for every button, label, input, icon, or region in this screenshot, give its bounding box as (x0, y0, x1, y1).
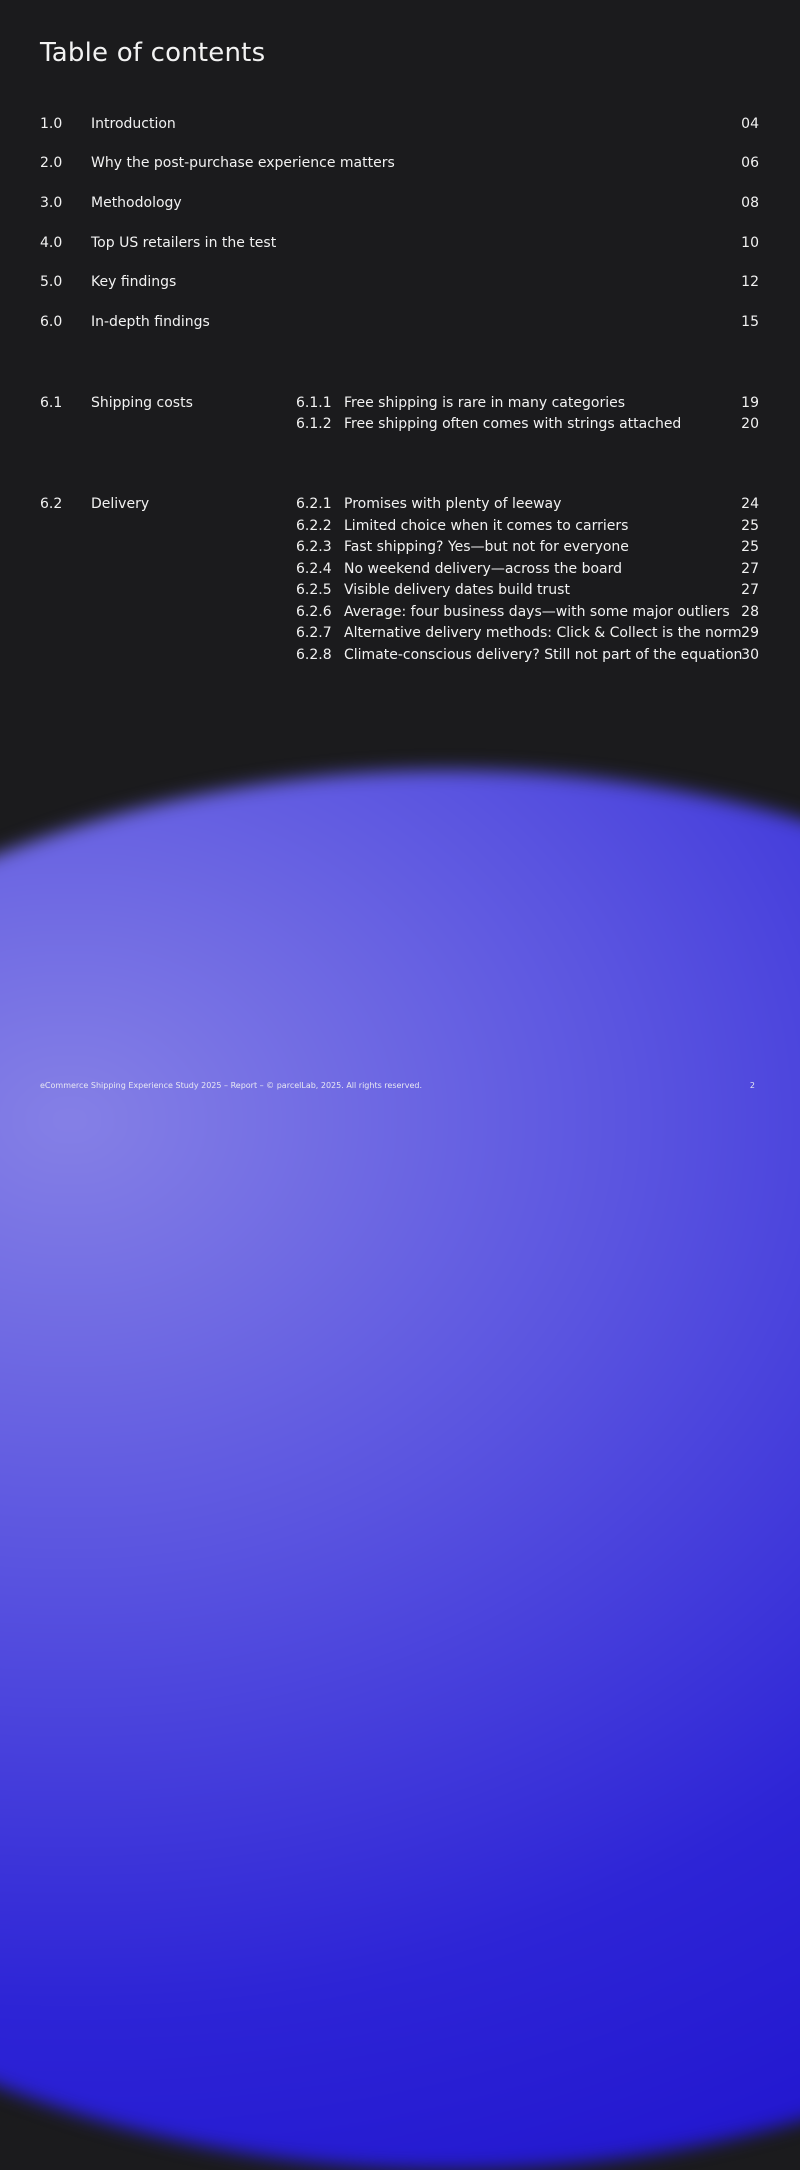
toc-subentry-page: 29 (741, 625, 759, 641)
toc-subentry-page: 24 (741, 496, 759, 512)
toc-entry-label: In-depth findings (91, 314, 210, 330)
toc-entry-label: Why the post-purchase experience matters (91, 155, 395, 171)
toc-subentry-number: 6.2.4 (296, 560, 332, 577)
toc-entry[interactable] (40, 155, 760, 177)
toc-entry-page: 08 (741, 195, 759, 211)
toc-subentry-number: 6.2.3 (296, 539, 332, 555)
toc-entry-number: 3.0 (40, 195, 63, 211)
toc-subentry-label: Promises with plenty of leeway (344, 496, 562, 512)
toc-section-shipping-costs (40, 395, 760, 445)
toc-subentry-label: Limited choice when it comes to carriers (344, 517, 629, 534)
toc-entry[interactable] (40, 235, 760, 257)
toc-subentry-label: Fast shipping? Yes—but not for everyone (344, 539, 629, 555)
toc-subentry-label: Alternative delivery methods: Click & Collect is the norm (344, 625, 742, 641)
toc-subentry[interactable] (296, 604, 760, 625)
toc-section-number: 6.2 (40, 496, 63, 512)
toc-entry-page: 10 (741, 235, 759, 251)
toc-entry-label: Key findings (91, 274, 177, 290)
toc-subentry[interactable] (296, 582, 760, 603)
toc-section-number: 6.1 (40, 395, 63, 411)
toc-subentry-page: 20 (741, 416, 759, 432)
toc-subentry-page: 28 (741, 603, 759, 620)
toc-subentry-page: 19 (741, 395, 759, 411)
toc-subentry-number: 6.2.2 (296, 517, 332, 534)
toc-subentry-label: Free shipping often comes with strings attached (344, 416, 682, 432)
toc-entry-number: 1.0 (40, 116, 63, 132)
toc-entry-label: Introduction (91, 116, 176, 132)
toc-subentry-label: Visible delivery dates build trust (344, 582, 570, 598)
toc-subentry-page: 25 (741, 517, 759, 534)
footer-page-number: 2 (749, 1081, 755, 1090)
toc-entry[interactable] (40, 314, 760, 336)
page-title: Table of contents (40, 38, 266, 68)
toc-subentry-number: 6.1.2 (296, 416, 332, 432)
toc-subentry[interactable] (296, 561, 760, 582)
toc-entry-number: 2.0 (40, 155, 63, 171)
toc-section-delivery (40, 496, 760, 676)
toc-entry-label: Top US retailers in the test (91, 235, 277, 251)
toc-entry-page: 12 (741, 274, 759, 290)
toc-subentry[interactable] (296, 496, 760, 517)
toc-section-label[interactable]: Shipping costs (91, 395, 193, 411)
toc-subentry-number: 6.2.6 (296, 603, 332, 620)
toc-entry-number: 4.0 (40, 235, 63, 251)
toc-subentry-page: 25 (741, 539, 759, 555)
toc-subentry-label: No weekend delivery—across the board (344, 560, 622, 577)
toc-entry[interactable] (40, 116, 760, 138)
toc-subentry-page: 27 (741, 582, 759, 598)
toc-subentry-number: 6.2.8 (296, 646, 332, 663)
toc-entry-label: Methodology (91, 195, 182, 211)
toc-subentry[interactable] (296, 625, 760, 646)
toc-subentry-number: 6.2.7 (296, 625, 332, 641)
toc-subentry[interactable] (296, 647, 760, 668)
footer-text: eCommerce Shipping Experience Study 2025 – Report – © parcelLab, 2025. All rights reserved. (40, 1081, 422, 1090)
toc-subentry-page: 30 (741, 646, 759, 663)
toc-section-label[interactable]: Delivery (91, 496, 150, 512)
toc-entry-page: 06 (741, 155, 759, 171)
toc-entry-page: 04 (741, 116, 759, 132)
toc-subentry-label: Climate-conscious delivery? Still not part of the equation (344, 646, 743, 663)
toc-subentry[interactable] (296, 395, 760, 416)
toc-entry-page: 15 (741, 314, 759, 330)
toc-entry-number: 5.0 (40, 274, 63, 290)
toc-subentry[interactable] (296, 518, 760, 539)
toc-subentry-label: Free shipping is rare in many categories (344, 395, 625, 411)
toc-entry[interactable] (40, 195, 760, 217)
toc-subentry-number: 6.1.1 (296, 395, 332, 411)
toc-subentry-page: 27 (741, 560, 759, 577)
toc-subentry-label: Average: four business days—with some major outliers (344, 603, 730, 620)
toc-subentry-number: 6.2.5 (296, 582, 332, 598)
toc-entry-number: 6.0 (40, 314, 63, 330)
toc-subentry[interactable] (296, 416, 760, 437)
toc-entry[interactable] (40, 274, 760, 296)
toc-subentry[interactable] (296, 539, 760, 560)
toc-subentry-number: 6.2.1 (296, 496, 332, 512)
